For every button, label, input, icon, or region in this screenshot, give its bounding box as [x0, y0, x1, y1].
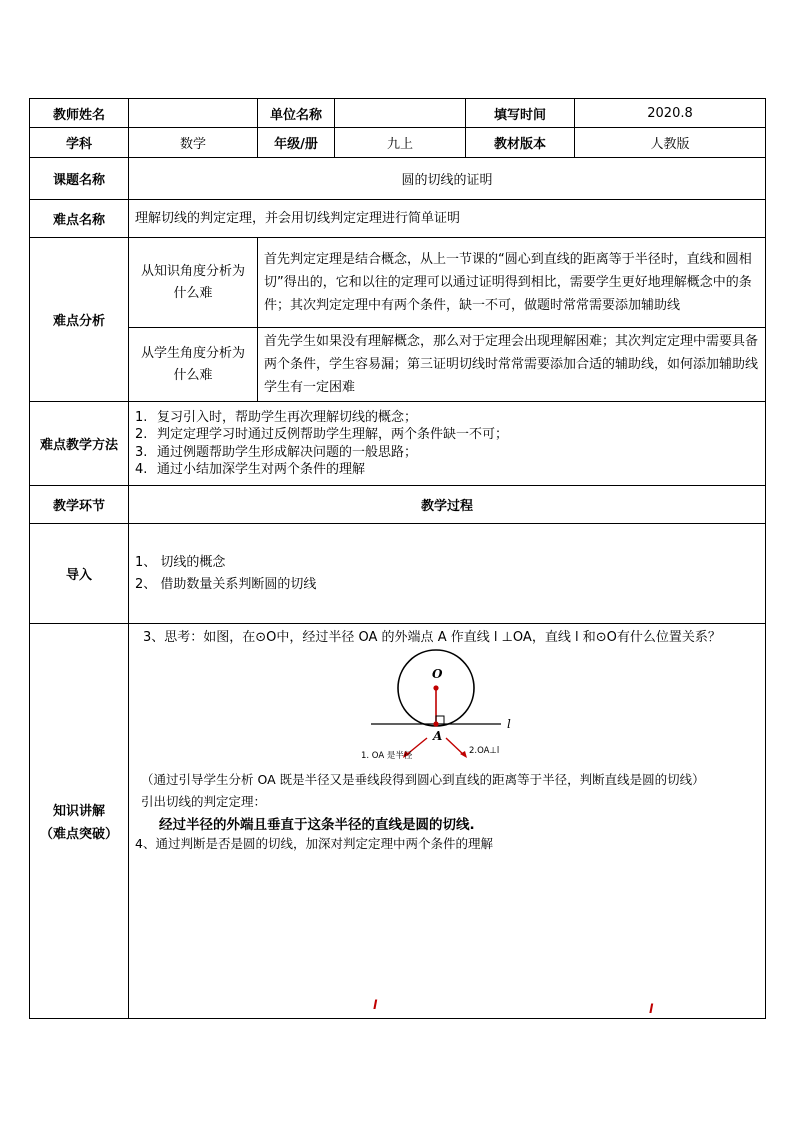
topic-label: 课题名称 [30, 158, 129, 200]
difficulty-value: 理解切线的判定定理，并会用切线判定定理进行简单证明 [129, 200, 766, 238]
list-item: 4. 通过小结加深学生对两个条件的理解 [135, 462, 366, 477]
lesson-table [29, 98, 766, 1019]
stage-label: 教学环节 [30, 486, 129, 524]
bottom-mark-l-1: l [373, 998, 378, 1012]
process-header-row [30, 486, 766, 524]
grade-value: 九上 [335, 128, 466, 158]
lecture-content [129, 624, 766, 1019]
fill-time-label: 填写时间 [466, 99, 575, 128]
unit-value [335, 99, 466, 128]
header-row-1 [30, 99, 766, 128]
label-o: O [432, 667, 443, 681]
difficulty-label: 难点名称 [30, 200, 129, 238]
knowledge-angle-text: 首先判定定理是结合概念，从上一节课的“圆心到直线的距离等于半径时，直线和圆相切”得出的，它和以往的定理可以通过证明得到相比，需要学生更好地理解概念中的条件；其次判定定理中有两个条件，缺一不可，做题时常常需要添加辅助线 [258, 238, 766, 328]
student-angle-text: 首先学生如果没有理解概念，那么对于定理会出现理解困难；其次判定定理中需要具备两个条件，学生容易漏；第三证明切线时常常需要添加合适的辅助线，如何添加辅助线学生有一定困难 [258, 328, 766, 402]
student-angle-label: 从学生角度分析为什么难 [129, 328, 258, 402]
label-a: A [433, 729, 443, 743]
teacher-name-label: 教师姓名 [30, 99, 129, 128]
question-text: 3、思考：如图，在⊙O中，经过半径 OA 的外端点 A 作直线 l ⊥OA，直线 l 和⊙O有什么位置关系？ [143, 630, 721, 645]
unit-label: 单位名称 [258, 99, 335, 128]
theorem-intro: 引出切线的判定定理： [141, 794, 267, 809]
grade-label: 年级/册 [258, 128, 335, 158]
methods-list [129, 402, 766, 486]
point-4-text: 4、通过判断是否是圆的切线，加深对判定定理中两个条件的理解 [135, 836, 493, 851]
point-a [433, 721, 438, 726]
lecture-label-line2: （难点突破） [39, 827, 118, 842]
methods-label: 难点教学方法 [30, 402, 129, 486]
list-item: 3. 通过例题帮助学生形成解决问题的一般思路； [135, 444, 418, 460]
header-row-2 [30, 128, 766, 158]
intro-content [129, 524, 766, 624]
lecture-label-line1: 知识讲解 [52, 804, 105, 819]
circle-tangent-figure [361, 642, 541, 760]
theorem-text: 经过半径的外端且垂直于这条半径的直线是圆的切线. [159, 817, 475, 833]
analysis-paragraph: （通过引导学生分析 OA 既是半径又是垂线段得到圆心到直线的距离等于半径，判断直线是圆的切线） [141, 772, 705, 787]
list-item: 1、 切线的概念 [135, 554, 226, 570]
center-point [433, 685, 438, 690]
intro-row [30, 524, 766, 624]
list-item: 2. 判定定理学习时通过反例帮助学生理解，两个条件缺一不可； [135, 427, 509, 442]
knowledge-angle-label: 从知识角度分析为什么难 [129, 238, 258, 328]
textbook-label: 教材版本 [466, 128, 575, 158]
subject-value: 数学 [129, 128, 258, 158]
lecture-row [30, 624, 766, 1019]
analysis-row-student [30, 328, 766, 402]
topic-row [30, 158, 766, 200]
teacher-name-value [129, 99, 258, 128]
analysis-row-knowledge [30, 238, 766, 328]
textbook-value: 人教版 [575, 128, 766, 158]
label-l: l [507, 717, 511, 731]
intro-label: 导入 [30, 524, 129, 624]
figure-note-1: 1. OA 是半径 [361, 751, 413, 761]
methods-row [30, 402, 766, 486]
list-item: 1. 复习引入时，帮助学生再次理解切线的概念； [135, 409, 418, 425]
analysis-label: 难点分析 [30, 238, 129, 402]
difficulty-row [30, 200, 766, 238]
figure-note-2: 2.OA⊥l [469, 746, 500, 756]
bottom-mark-l-2: l [649, 1002, 654, 1016]
fill-time-value: 2020.8 [575, 99, 766, 128]
topic-value: 圆的切线的证明 [129, 158, 766, 200]
subject-label: 学科 [30, 128, 129, 158]
process-label: 教学过程 [129, 486, 766, 524]
list-item: 2、 借助数量关系判断圆的切线 [135, 576, 317, 592]
lecture-label [30, 624, 129, 1019]
